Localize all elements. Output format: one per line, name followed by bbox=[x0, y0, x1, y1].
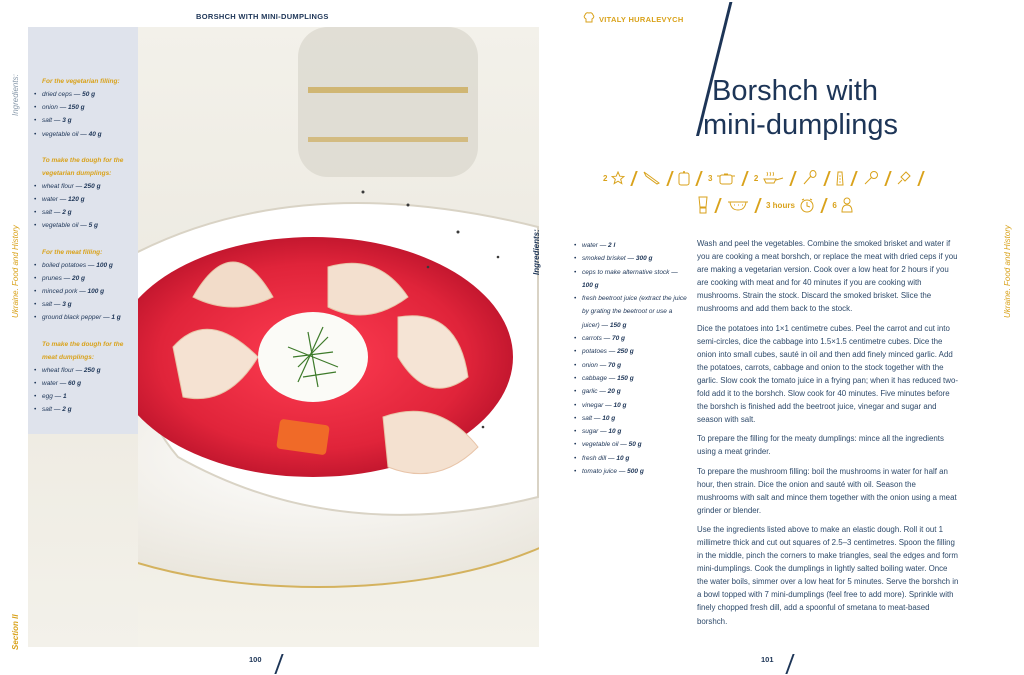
method-paragraph: Dice the potatoes into 1×1 centimetre cubes. Peel the carrot and cut into semi-circles, dice the cabbage into 1.5×1.5 centimetre cubes. Dice the onion into small cubes, sauté in oil and then add finely minced garlic. Add the potatoes, carrots, cabbage and onion to the stock together with the garlic. Slow cook the tomato juice in a frying pan; when it has reduced two-fold add it to the borshch. Slow cook for 40 minutes. Five minutes before the borshch is finished add the beetroot juice, vinegar and sugar and season with salt. bbox=[697, 323, 958, 425]
knife-icon bbox=[643, 170, 661, 186]
cooking-time: 3 hours bbox=[766, 200, 795, 210]
list-item: • tomato juice — 500 g bbox=[574, 465, 689, 478]
ingredient-group bbox=[34, 75, 138, 141]
list-item: • cabbage — 150 g bbox=[574, 372, 689, 385]
side-tab-right: Ukraine. Food and History bbox=[1003, 225, 1012, 318]
list-item: • salt — 3 g bbox=[34, 298, 138, 311]
ingredients-tab: Ingredients: bbox=[11, 74, 20, 116]
servings-count: 6 bbox=[832, 200, 837, 210]
method-text bbox=[697, 237, 959, 634]
list-item: • vegetable oil — 40 g bbox=[34, 128, 138, 141]
list-item: • vegetable oil — 50 g bbox=[574, 438, 689, 451]
list-item: • salt — 3 g bbox=[34, 114, 138, 127]
group-title: To make the dough for the vegetarian dumplings: bbox=[42, 156, 124, 177]
list-item: • wheat flour — 250 g bbox=[34, 364, 138, 377]
method-paragraph: Wash and peel the vegetables. Combine the smoked brisket and water if you are cooking a meat borshch, or replace the meat with dried ceps if you are making a vegetarian version. Cook over a low heat for 2 hours if you are cooking with meat and for 40 minutes if you are cooking with mushrooms. Strain the stock. Discard the smoked brisket. Slice the mushrooms and add them back to the stock. bbox=[697, 239, 958, 314]
method-paragraph: To prepare the mushroom filling: boil the mushrooms in water for half an hour, then strain. Dice the onion and sauté with oil. Season the mushrooms with salt and mince them together with the onion using a meat grinder or blender. bbox=[697, 466, 957, 515]
list-item: • minced pork — 100 g bbox=[34, 285, 138, 298]
recipe-meta-row-1 bbox=[603, 170, 930, 186]
method-paragraph: To prepare the filling for the meaty dumplings: mince all the ingredients using a meat grinder. bbox=[697, 434, 944, 457]
recipe-meta-row-2 bbox=[697, 197, 853, 213]
person-icon bbox=[841, 197, 853, 213]
list-item: • salt — 10 g bbox=[574, 412, 689, 425]
chef-hat-icon bbox=[583, 12, 595, 26]
borshch-bowl-illustration bbox=[138, 27, 539, 647]
spoon-icon bbox=[802, 170, 818, 186]
title-line-2: mini-dumplings bbox=[703, 109, 899, 141]
grater-icon bbox=[835, 170, 845, 186]
pot-icon bbox=[716, 170, 736, 186]
page-number-left: 100 bbox=[249, 655, 262, 664]
list-item: • onion — 70 g bbox=[574, 359, 689, 372]
list-item: • water — 60 g bbox=[34, 377, 138, 390]
colander-icon bbox=[727, 197, 749, 213]
pans-count: 2 bbox=[753, 173, 759, 183]
list-item: • carrots — 70 g bbox=[574, 332, 689, 345]
author-name: VITALY HURALEVYCH bbox=[599, 14, 684, 24]
cutting-board-icon bbox=[678, 170, 690, 186]
group-title: To make the dough for the meat dumplings: bbox=[42, 340, 124, 361]
list-item: • ground black pepper — 1 g bbox=[34, 311, 138, 324]
list-item: • vinegar — 10 g bbox=[574, 399, 689, 412]
ingredient-group bbox=[34, 246, 138, 325]
list-item: • prunes — 20 g bbox=[34, 272, 138, 285]
photo-tablecloth bbox=[28, 434, 138, 647]
list-item: • sugar — 10 g bbox=[574, 425, 689, 438]
frying-pan-icon bbox=[762, 170, 784, 186]
list-item: • salt — 2 g bbox=[34, 206, 138, 219]
list-item: • water — 120 g bbox=[34, 193, 138, 206]
list-item: • wheat flour — 250 g bbox=[34, 180, 138, 193]
list-item: • garlic — 20 g bbox=[574, 385, 689, 398]
list-item: • boiled potatoes — 100 g bbox=[34, 259, 138, 272]
borshch-photo bbox=[138, 27, 539, 647]
list-item: • salt — 2 g bbox=[34, 403, 138, 416]
page-slash bbox=[274, 654, 283, 674]
running-header: BORSHCH WITH MINI-DUMPLINGS bbox=[196, 12, 329, 21]
running-header-author bbox=[583, 12, 684, 26]
list-item: • onion — 150 g bbox=[34, 101, 138, 114]
ingredient-group bbox=[34, 338, 138, 417]
recipe-title bbox=[703, 74, 898, 142]
side-tab: Ukraine. Food and History bbox=[11, 225, 20, 318]
pots-count: 3 bbox=[707, 173, 713, 183]
list-item: • smoked brisket — 300 g bbox=[574, 252, 689, 265]
difficulty-value: 2 bbox=[603, 173, 608, 183]
page-number-right: 101 bbox=[761, 655, 774, 664]
clock-icon bbox=[799, 197, 815, 213]
list-item: • vegetable oil — 5 g bbox=[34, 219, 138, 232]
method-paragraph: Use the ingredients listed above to make an elastic dough. Roll it out 1 millimetre thick and cut out squares of 2.5–3 centimetres. Spoon the filling in the middle, pinch the corners to make triangles, seal the edges and form mini-dumplings. Cook the dumplings in lightly salted boiling water. Once the water boils, simmer over a low heat for 5 minutes. Serve the borshch in a bowl topped with 7 mini-dumplings (feel free to add more). Sprinkle with finely chopped fresh dill, add a spoonful of smetana to meat-based borshch. bbox=[697, 524, 959, 626]
main-ingredients-list bbox=[574, 239, 689, 478]
star-icon bbox=[611, 170, 625, 186]
blender-icon bbox=[697, 197, 709, 213]
ingredients-tab-mid: Ingredients: bbox=[532, 229, 541, 275]
ladle-icon bbox=[863, 170, 879, 186]
list-item: • egg — 1 bbox=[34, 390, 138, 403]
list-item: • water — 2 l bbox=[574, 239, 689, 252]
group-title: For the meat filling: bbox=[42, 248, 103, 256]
list-item: • potatoes — 250 g bbox=[574, 345, 689, 358]
title-line-1: Borshch with bbox=[712, 75, 879, 107]
list-item: • dried ceps — 50 g bbox=[34, 88, 138, 101]
sidebar-ingredients bbox=[28, 27, 138, 434]
section-label: Section II bbox=[11, 614, 20, 650]
group-title: For the vegetarian filling: bbox=[42, 78, 120, 85]
list-item: • fresh dill — 10 g bbox=[574, 452, 689, 465]
list-item: • ceps to make alternative stock — 100 g bbox=[574, 266, 689, 293]
list-item: • fresh beetroot juice (extract the juice by grating the beetroot or use a juicer) — 150 g bbox=[574, 292, 689, 332]
spatula-icon bbox=[896, 170, 912, 186]
ingredient-group bbox=[34, 154, 138, 233]
